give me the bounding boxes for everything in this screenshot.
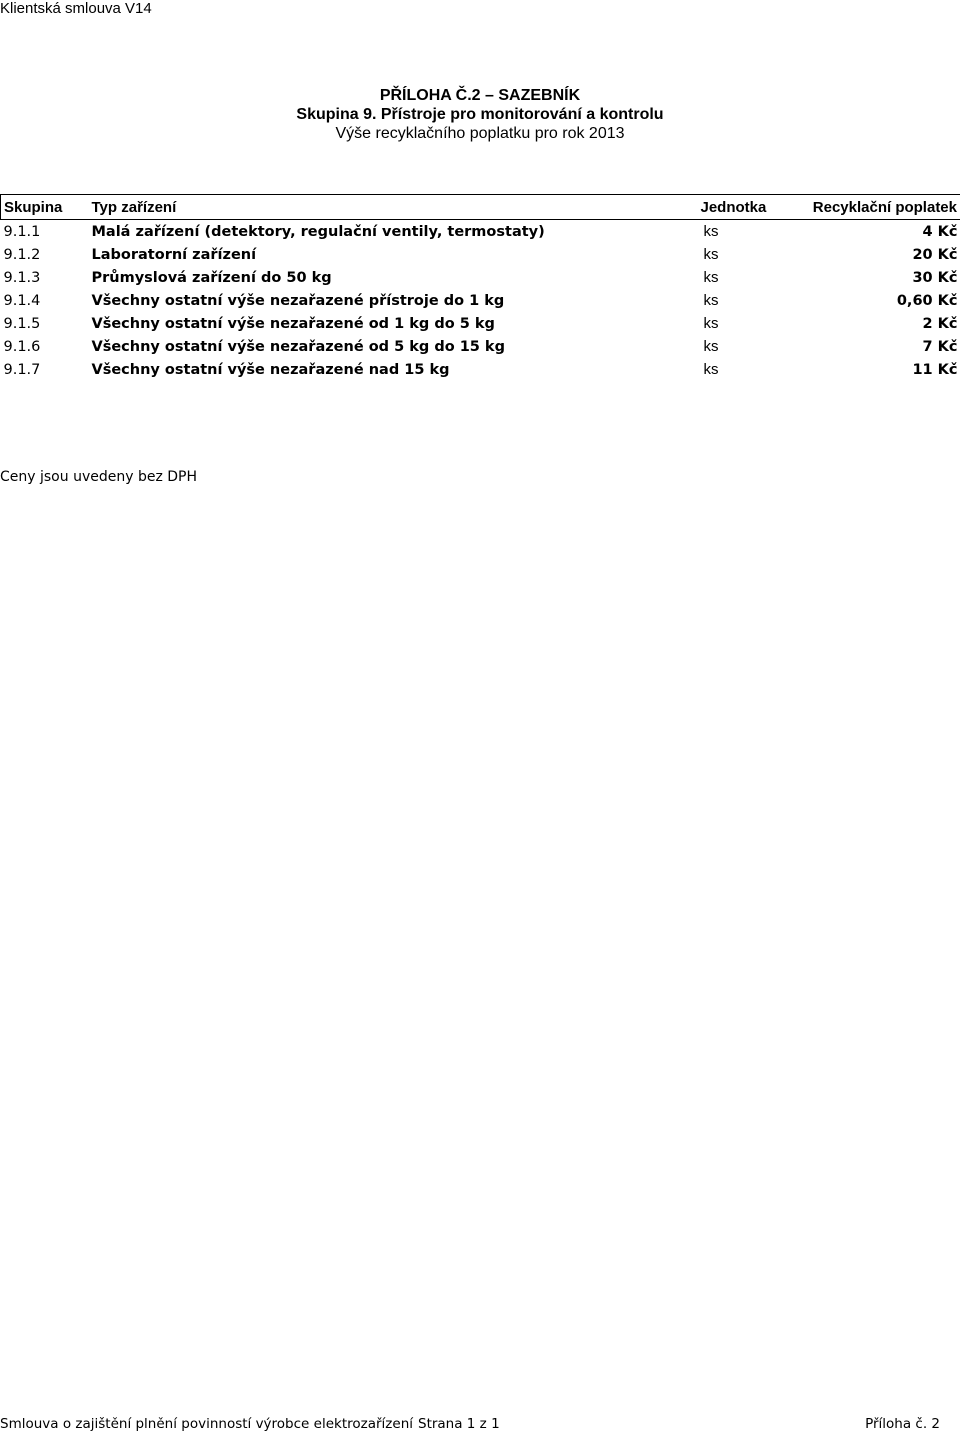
row-type: Všechny ostatní výše nezařazené od 5 kg do 15 kg [91, 338, 505, 355]
header-group: Skupina [1, 195, 89, 220]
row-code: 9.1.4 [3, 292, 41, 309]
table-row [1, 220, 960, 244]
table-row [1, 289, 960, 312]
footer-appendix-label: Příloha č. 2 [865, 1416, 940, 1432]
row-fee: 30 Kč [912, 269, 958, 286]
row-fee: 20 Kč [912, 246, 958, 263]
title-block [0, 86, 960, 143]
row-type: Všechny ostatní výše nezařazené nad 15 kg [91, 361, 450, 378]
document-header [0, 0, 152, 17]
table-row [1, 243, 960, 266]
fee-table [0, 194, 960, 381]
footer-page-number: Strana 1 z 1 [418, 1416, 500, 1432]
row-unit: ks [703, 361, 719, 378]
header-type: Typ zařízení [89, 195, 701, 220]
document-name: Klientská smlouva V14 [0, 0, 152, 17]
table-row [1, 335, 960, 358]
row-unit: ks [703, 269, 719, 286]
row-fee: 4 Kč [922, 223, 958, 240]
appendix-title: PŘÍLOHA Č.2 – SAZEBNÍK [379, 87, 581, 104]
row-unit: ks [703, 338, 719, 355]
group-title: Skupina 9. Přístroje pro monitorování a kontrolu [296, 106, 664, 123]
row-fee: 0,60 Kč [896, 292, 958, 309]
vat-note: Ceny jsou uvedeny bez DPH [0, 469, 197, 485]
row-fee: 2 Kč [922, 315, 958, 332]
header-fee: Recyklační poplatek [801, 195, 960, 220]
row-type: Laboratorní zařízení [91, 246, 257, 263]
row-type: Všechny ostatní výše nezařazené přístroje do 1 kg [91, 292, 505, 309]
table-header-row [1, 195, 960, 220]
row-code: 9.1.7 [3, 361, 41, 378]
row-code: 9.1.5 [3, 315, 41, 332]
row-unit: ks [703, 246, 719, 263]
row-unit: ks [703, 223, 719, 240]
row-type: Průmyslová zařízení do 50 kg [91, 269, 332, 286]
row-fee: 7 Kč [922, 338, 958, 355]
row-unit: ks [703, 292, 719, 309]
header-unit: Jednotka [701, 195, 801, 220]
row-code: 9.1.3 [3, 269, 41, 286]
table-row [1, 266, 960, 289]
row-code: 9.1.6 [3, 338, 41, 355]
row-unit: ks [703, 315, 719, 332]
row-type: Všechny ostatní výše nezařazené od 1 kg do 5 kg [91, 315, 495, 332]
page-footer [0, 1416, 960, 1433]
fee-subtitle: Výše recyklačního poplatku pro rok 2013 [335, 125, 625, 142]
row-code: 9.1.2 [3, 246, 41, 263]
row-code: 9.1.1 [3, 223, 41, 240]
row-type: Malá zařízení (detektory, regulační ventily, termostaty) [91, 223, 545, 240]
table-row [1, 312, 960, 335]
footer-contract-name: Smlouva o zajištění plnění povinností výrobce elektrozařízení [0, 1416, 413, 1432]
table-row [1, 358, 960, 381]
row-fee: 11 Kč [912, 361, 958, 378]
